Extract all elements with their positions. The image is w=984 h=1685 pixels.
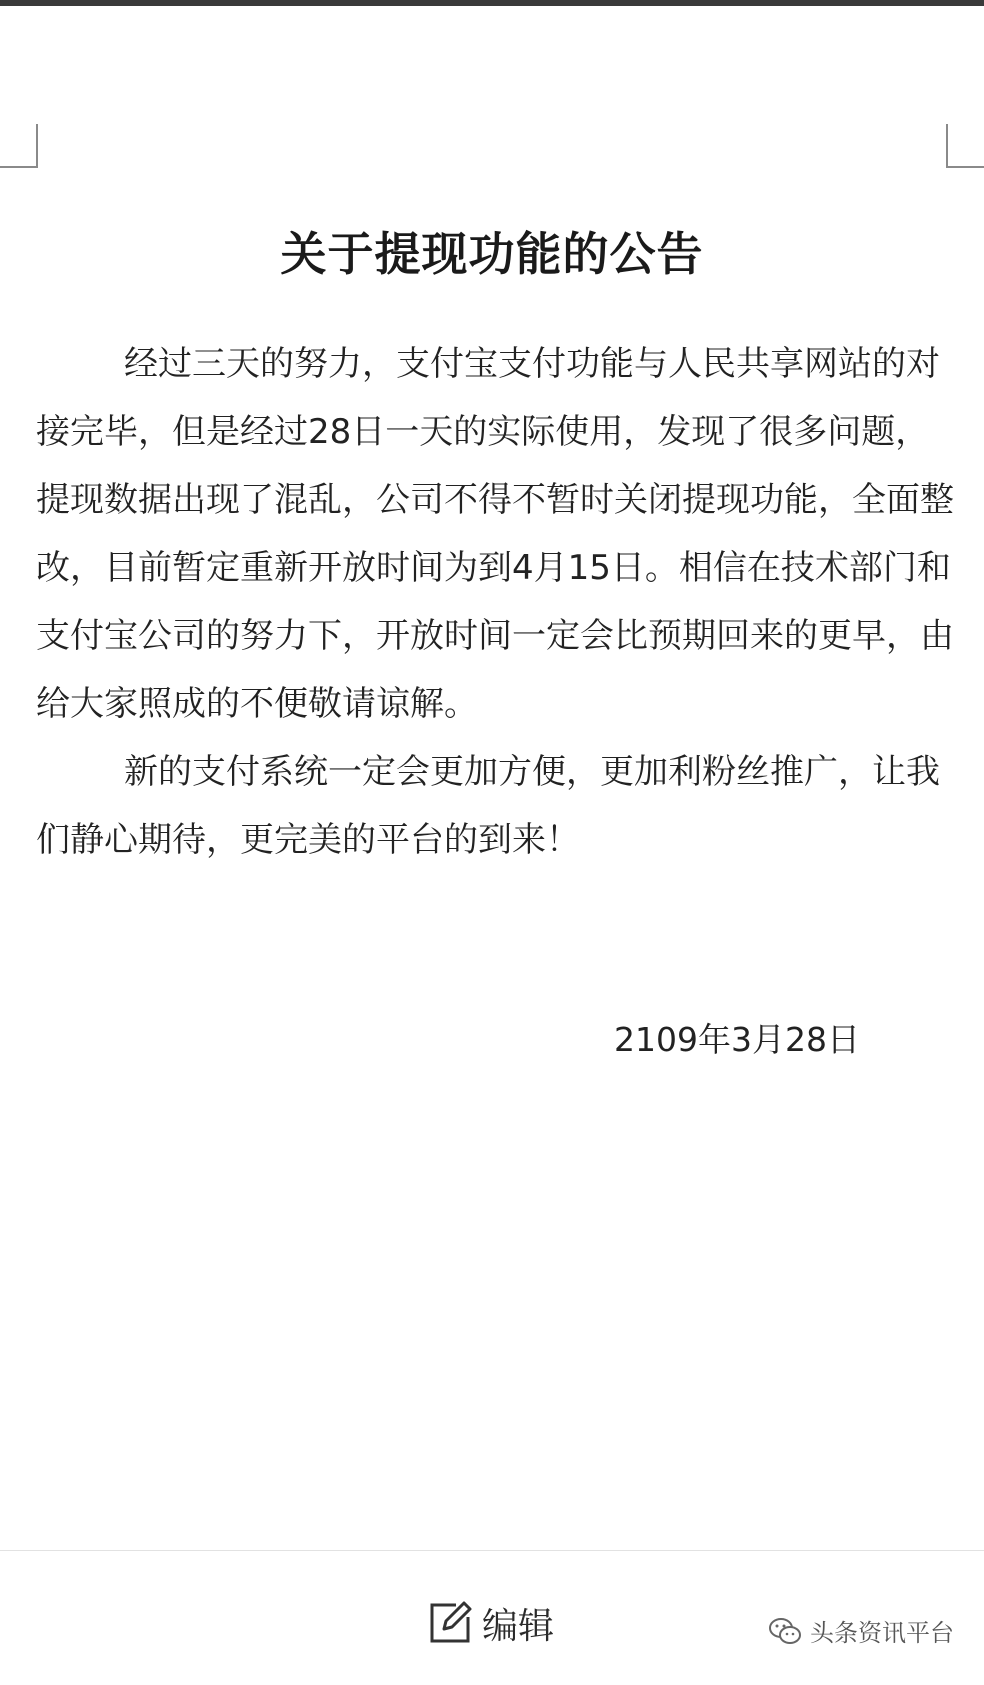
bottom-toolbar — [0, 1550, 984, 1685]
document-body — [36, 330, 956, 874]
edit-button-label: 编辑 — [482, 1605, 555, 1647]
edit-icon — [426, 1599, 474, 1647]
watermark — [768, 1613, 954, 1648]
page-corner-mark-right — [946, 124, 984, 168]
top-status-bar — [0, 0, 984, 6]
document-title: 关于提现功能的公告 — [280, 227, 704, 281]
document-date: 2109年3月28日 — [614, 1020, 860, 1059]
watermark-text: 头条资讯平台 — [810, 1619, 954, 1647]
page-corner-mark-left — [0, 124, 38, 168]
body-paragraph: 新的支付系统一定会更加方便，更加利粉丝推广，让我们静心期待，更完美的平台的到来！ — [36, 752, 940, 860]
body-paragraph: 经过三天的努力，支付宝支付功能与人民共享网站的对接完毕，但是经过28日一天的实际使用，发现了很多问题，提现数据出现了混乱，公司不得不暂时关闭提现功能，全面整改，目前暂定重新开放时间为到4月15日。相信在技术部门和支付宝公司的努力下，开放时间一定会比预期回来的更早，由给大家照成的不便敬请谅解。 — [36, 344, 954, 724]
wechat-icon — [768, 1617, 802, 1645]
edit-button[interactable] — [426, 1595, 554, 1651]
